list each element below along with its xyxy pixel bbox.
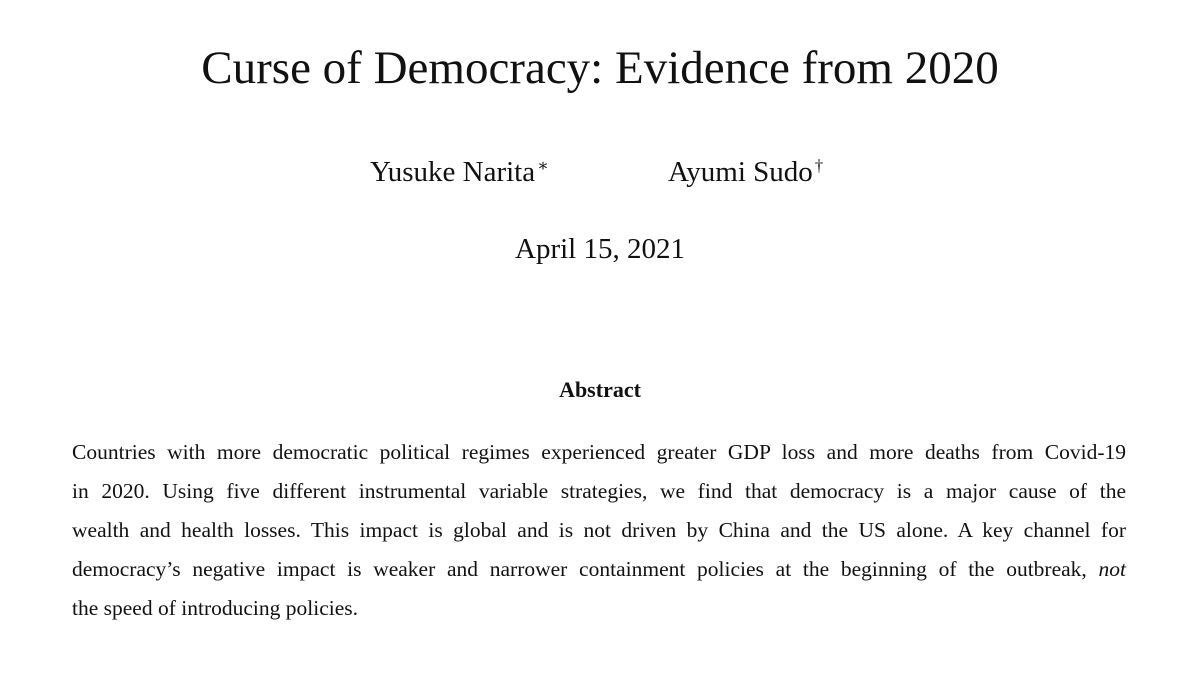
author-1 <box>370 152 549 192</box>
author-2-footnote-mark: † <box>814 156 824 175</box>
author-1-footnote-mark: ∗ <box>537 156 549 175</box>
paper-date: April 15, 2021 <box>515 233 685 265</box>
abstract-line-4 <box>72 550 1126 589</box>
author-2-name: Ayumi Sudo <box>668 156 813 188</box>
abstract-line-3: wealth and health losses. This impact is global and is not driven by China and the US alone. A key channel for <box>72 518 1126 542</box>
abstract-emphasis-not: not <box>1098 557 1126 581</box>
abstract-heading: Abstract <box>559 377 641 402</box>
abstract-body <box>72 433 1126 628</box>
abstract-line-5: the speed of introducing policies. <box>72 596 358 620</box>
author-1-name: Yusuke Narita <box>370 156 536 188</box>
abstract-line-1: Countries with more democratic political regimes experienced greater GDP loss and more deaths from Covid-19 <box>72 440 1126 464</box>
abstract-line-2: in 2020. Using five different instrumental variable strategies, we find that democracy is a major cause of the <box>72 479 1126 503</box>
abstract-line-4-text: democracy’s negative impact is weaker and narrower containment policies at the beginning of the outbreak, <box>72 557 1099 581</box>
author-2 <box>668 152 823 192</box>
author-list <box>0 152 1200 192</box>
paper-title: Curse of Democracy: Evidence from 2020 <box>201 42 999 94</box>
